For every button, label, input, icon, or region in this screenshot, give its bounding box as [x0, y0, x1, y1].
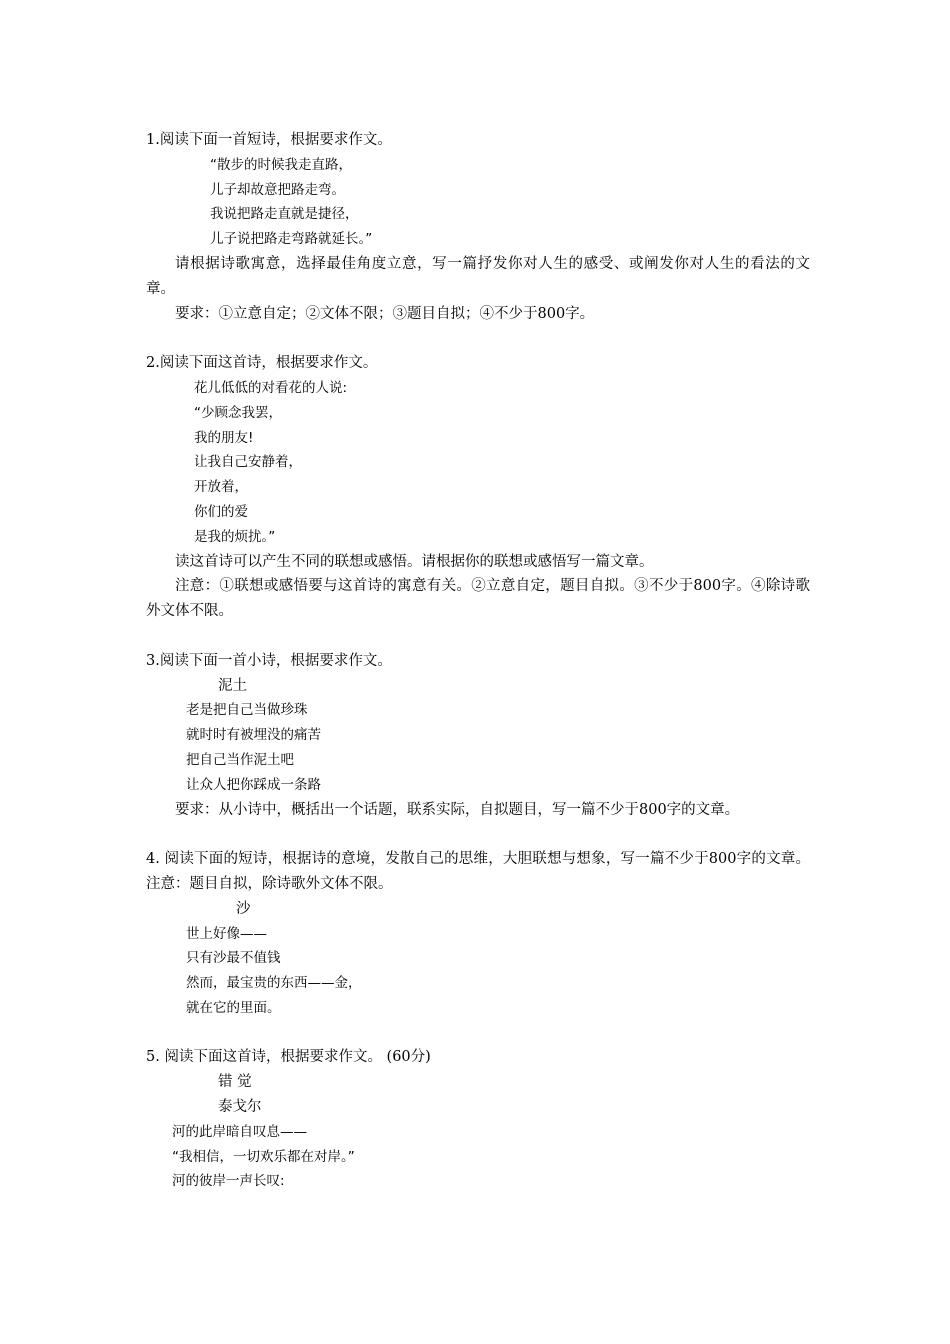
poem-line: “散步的时候我走直路，: [210, 156, 352, 173]
spacer: [146, 326, 810, 351]
poem-line: 把自己当作泥土吧: [186, 751, 294, 768]
spacer: [146, 1021, 810, 1046]
poem-line: “少顾念我罢，: [194, 404, 282, 421]
question-5-title: 5. 阅读下面这首诗，根据要求作文。 (60分): [146, 1049, 431, 1066]
poem-line: 世上好像——: [186, 925, 267, 942]
poem-title: 错 觉: [218, 1074, 252, 1091]
poem-line: 只有沙最不值钱: [186, 950, 281, 967]
poem-line: 我说把路走直就是捷径，: [210, 206, 359, 223]
poem-line: 然而，最宝贵的东西——金，: [186, 975, 362, 992]
question-1-requirement: 要求：①立意自定；②文体不限；③题目自拟；④不少于800字。: [175, 305, 595, 322]
question-3: [146, 649, 810, 823]
poem-line: 就在它的里面。: [186, 999, 281, 1016]
question-3-title: 3.阅读下面一首小诗，根据要求作文。: [146, 652, 392, 669]
question-1: [146, 128, 810, 326]
poem-author: 泰戈尔: [218, 1099, 262, 1116]
poem-line: 老是把自己当做珍珠: [186, 702, 308, 719]
poem-title: 泥土: [218, 677, 247, 694]
question-4: [146, 847, 810, 1021]
question-1-instruction: 请根据诗歌寓意，选择最佳角度立意，写一篇抒发你对人生的感受、或阐发你对人生的看法的文章。: [146, 255, 810, 297]
poem-line: 河的彼岸一声长叹:: [172, 1173, 285, 1190]
question-2-instruction: 读这首诗可以产生不同的联想或感悟。请根据你的联想或感悟写一篇文章。: [175, 553, 654, 570]
poem-line: 就时时有被埋没的痛苦: [186, 727, 321, 744]
poem-title: 沙: [236, 900, 251, 917]
poem-line: 我的朋友!: [194, 429, 254, 446]
poem-line: “我相信，一切欢乐都在对岸。”: [172, 1148, 355, 1165]
question-1-title: 1.阅读下面一首短诗，根据要求作文。: [146, 132, 392, 148]
question-4-title: 4. 阅读下面的短诗，根据诗的意境，发散自己的思维，大胆联想与想象，写一篇不少于800字的文章。注意：题目自拟，除诗歌外文体不限。: [146, 851, 810, 892]
poem-line: 让众人把你踩成一条路: [186, 776, 321, 793]
poem-line: 儿子却故意把路走弯。: [210, 181, 345, 198]
spacer: [146, 624, 810, 649]
poem-line: 开放着，: [194, 479, 248, 496]
document-content: [146, 128, 810, 1194]
question-2: [146, 351, 810, 624]
poem-line: 是我的烦扰。”: [194, 528, 276, 545]
poem-line: 儿子说把路走弯路就延长。”: [210, 231, 373, 248]
poem-line: 河的此岸暗自叹息——: [172, 1123, 307, 1140]
question-3-requirement: 要求：从小诗中，概括出一个话题，联系实际，自拟题目，写一篇不少于800字的文章。: [175, 801, 740, 818]
poem-line: 花儿低低的对看花的人说:: [194, 379, 348, 396]
question-2-title: 2.阅读下面这首诗，根据要求作文。: [146, 355, 378, 372]
question-5: [146, 1045, 810, 1194]
poem-line: 你们的爱: [194, 503, 248, 520]
poem-line: 让我自己安静着，: [194, 454, 302, 471]
question-2-note: 注意：①联想或感悟要与这首诗的寓意有关。②立意自定，题目自拟。③不少于800字。④除诗歌外文体不限。: [146, 578, 810, 620]
spacer: [146, 822, 810, 847]
